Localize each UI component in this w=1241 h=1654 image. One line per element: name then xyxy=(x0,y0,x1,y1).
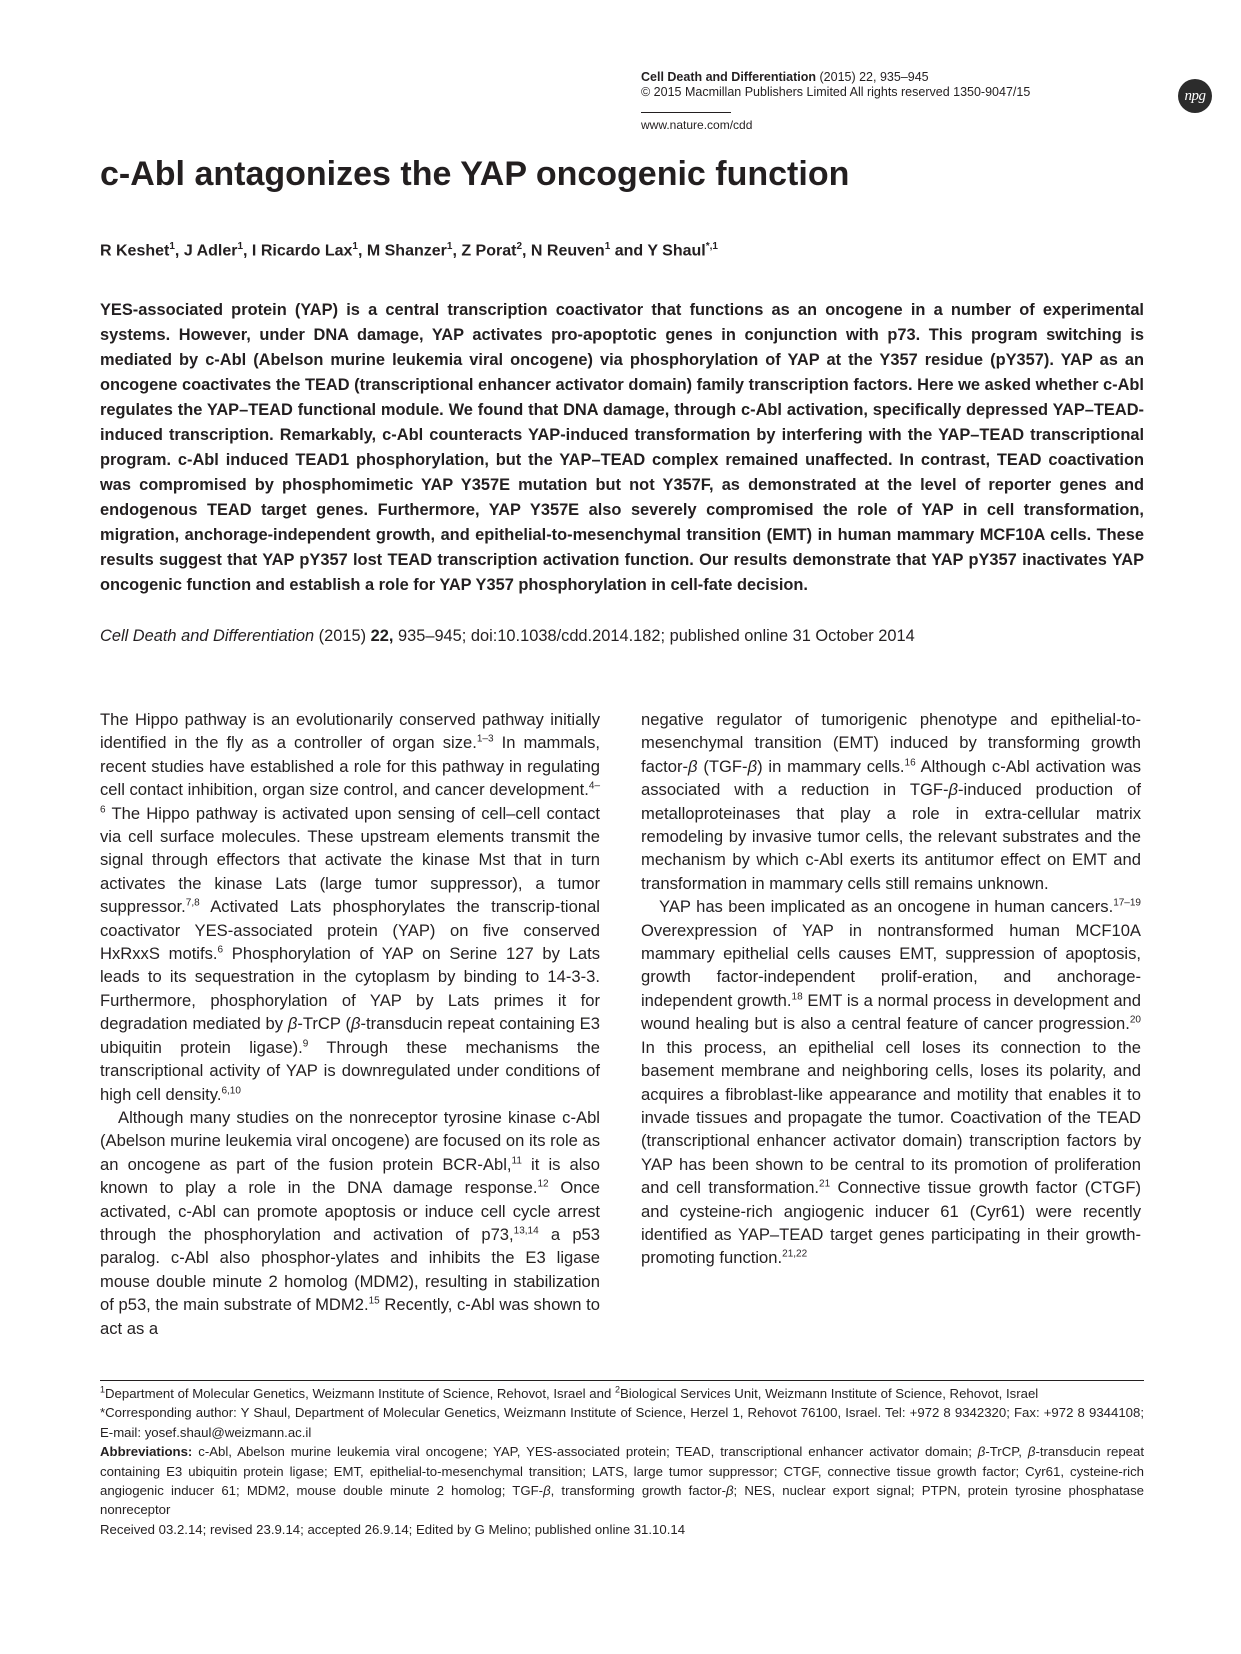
text-run: -transducin repeat containing E3 ubiquitin protein ligase). xyxy=(100,1014,600,1057)
author-affiliation-mark: 1 xyxy=(446,241,453,252)
author-separator: , xyxy=(357,242,367,260)
reference-superscript: 6,10 xyxy=(221,1084,241,1096)
journal-url-link[interactable]: www.nature.com/cdd xyxy=(641,118,753,132)
text-run: In mammals, recent studies have established a role for this pathway in regulating cell contact inhibition, organ size control, and cancer development. xyxy=(100,733,600,800)
reference-superscript: 12 xyxy=(537,1178,549,1190)
text-run: The Hippo pathway is an evolutionarily conserved pathway initially identified in the fly as a controller of organ size. xyxy=(100,710,600,753)
author-affiliation-mark: 2 xyxy=(516,241,523,252)
reference-superscript: 4–6 xyxy=(100,780,601,816)
text-run: In this process, an epithelial cell loses its connection to the basement membrane and neighboring cells, loses its polarity, and acquires a fibroblast-like appearance and motility that enables it to invade tissues and propagate the tumor. Coactivation of the TEAD (transcriptional enhancer activator domain) transcription factors by YAP has been shown to be central to its promotion of proliferation and cell transformation. xyxy=(641,1037,1141,1198)
journal-citation-line xyxy=(641,70,1161,85)
author-separator: , xyxy=(522,242,531,260)
text-run: -transducin repeat containing E3 ubiquitin protein ligase; EMT, epithelial-to-mesenchymal transition; LATS, large tumor suppressor; CTGF, connective tissue growth factor; Cyr61, cysteine-rich angiogenic inducer 61; MDM2, mouse double minute 2 homolog; TGF- xyxy=(100,1444,1145,1499)
reference-superscript: 1 xyxy=(100,1384,106,1395)
reference-superscript: 7,8 xyxy=(185,897,200,909)
author-separator: , xyxy=(174,242,184,260)
abbreviations-note xyxy=(100,1442,1144,1520)
abbreviations-label: Abbreviations: xyxy=(100,1444,193,1460)
text-run: Phosphorylation of YAP on Serine 127 by Lats leads to its sequestration in the cytoplasm by binding to 14-3-3. Furthermore, phosphorylation of YAP by Lats primes it for degradation mediated by xyxy=(100,944,601,1034)
author-separator: , xyxy=(243,242,252,260)
body-column-left xyxy=(100,708,600,1340)
text-run: it is also known to play a role in the DNA damage response. xyxy=(100,1154,600,1198)
text-run: -induced production of metalloproteinases that play a role in extra-cellular matrix remodeling by invasive tumor cells, the relevant substrates and the mechanism by which c-Abl exerts its antitumor effect on EMT and transformation in mammary cells still remains unknown. xyxy=(641,780,1141,893)
citation-year: (2015) xyxy=(314,627,371,645)
received-dates-note: Received 03.2.14; revised 23.9.14; accepted 26.9.14; Edited by G Melino; published online 31.10.14 xyxy=(100,1521,686,1537)
citation-volume: 22, xyxy=(370,627,394,645)
italic-symbol: β xyxy=(977,1444,986,1460)
text-run: The Hippo pathway is activated upon sensing of cell–cell contact via cell surface molecules. These upstream elements transmit the signal through effectors that activate the kinase Mst that in turn activates the kinase Lats (large tumor suppressor), a tumor suppressor. xyxy=(100,803,600,917)
footnotes xyxy=(100,1384,1144,1539)
reference-superscript: 15 xyxy=(368,1295,380,1307)
reference-superscript: 18 xyxy=(791,991,803,1003)
text-run: (TGF- xyxy=(697,756,748,776)
reference-superscript: 17–19 xyxy=(1113,897,1141,909)
text-run: Once activated, c-Abl can promote apoptosis or induce cell cycle arrest through the phosphorylation and activation of p73, xyxy=(100,1178,600,1244)
text-run: Although c-Abl activation was associated with a reduction in TGF- xyxy=(641,756,1141,800)
text-run: Activated Lats phosphorylates the transcrip-tional coactivator YES-associated protein (YAP) on five conserved HxRxxS motifs. xyxy=(100,897,600,964)
author-name: R Keshet xyxy=(100,242,170,260)
author-affiliation-mark: 1 xyxy=(169,241,175,252)
italic-symbol: β xyxy=(543,1483,551,1499)
copyright-line: © 2015 Macmillan Publishers Limited All rights reserved 1350-9047/15 xyxy=(641,85,1031,99)
journal-name: Cell Death and Differentiation xyxy=(641,70,817,84)
body-paragraph xyxy=(641,708,1141,895)
author-name: Z Porat xyxy=(461,242,517,260)
body-column-right xyxy=(641,708,1141,1270)
journal-volume-pages: (2015) 22, 935–945 xyxy=(816,70,929,84)
reference-superscript: 21 xyxy=(819,1178,831,1190)
header-divider xyxy=(641,112,731,113)
citation-rest: 935–945; doi:10.1038/cdd.2014.182; published online 31 October 2014 xyxy=(393,627,915,645)
text-run: Overexpression of YAP in nontransformed human MCF10A mammary epithelial cells causes EMT, suppression of apoptosis, growth factor-independent prolif-eration, and anchorage-independent growth. xyxy=(641,920,1141,1010)
author-name: J Adler xyxy=(183,242,238,260)
journal-header xyxy=(641,70,1161,100)
author-affiliation-mark: 1 xyxy=(352,241,358,252)
text-run: -TrCP, xyxy=(985,1444,1028,1460)
author-separator: , xyxy=(452,242,462,260)
text-run: negative regulator of tumorigenic phenotype and epithelial-to-mesenchymal transition (EMT) induced by transforming growth factor- xyxy=(641,710,1141,776)
italic-symbol: β xyxy=(948,780,959,800)
reference-superscript: 21,22 xyxy=(782,1248,808,1260)
citation-journal: Cell Death and Differentiation xyxy=(100,627,315,645)
text-run: Recently, c-Abl was shown to act as a xyxy=(100,1295,600,1338)
text-run: Connective tissue growth factor (CTGF) and cysteine-rich angiogenic inducer 61 (Cyr61) were recently identified as YAP–TEAD target genes participating in their growth-promoting function. xyxy=(641,1178,1142,1268)
reference-superscript: 16 xyxy=(904,757,916,769)
npg-logo: npg xyxy=(1178,79,1212,113)
italic-symbol: β xyxy=(287,1014,298,1034)
reference-superscript: 11 xyxy=(511,1155,522,1167)
author-list xyxy=(100,237,1140,261)
text-run: Through these mechanisms the transcriptional activity of YAP is downregulated under conditions of high cell density. xyxy=(100,1037,601,1104)
text-run: , transforming growth factor- xyxy=(550,1483,726,1499)
reference-superscript: 13,14 xyxy=(513,1225,539,1237)
author-separator: and xyxy=(610,242,648,260)
text-run: a p53 paralog. c-Abl also phosphor-ylates and inhibits the E3 ligase mouse double minute 2 homolog (MDM2), resulting in stabilization of p53, the main substrate of MDM2. xyxy=(100,1224,601,1315)
text-run: ) in mammary cells. xyxy=(757,756,905,776)
body-paragraph xyxy=(100,708,600,1106)
article-citation xyxy=(100,625,1144,647)
reference-superscript: 2 xyxy=(614,1384,620,1395)
reference-superscript: 1–3 xyxy=(476,733,494,745)
article-title: c-Abl antagonizes the YAP oncogenic function xyxy=(100,155,850,193)
italic-symbol: β xyxy=(1027,1444,1036,1460)
text-run: c-Abl, Abelson murine leukemia viral oncogene; YAP, YES-associated protein; TEAD, transcriptional enhancer activator domain; xyxy=(192,1444,978,1460)
text-run: Department of Molecular Genetics, Weizmann Institute of Science, Rehovot, Israel and xyxy=(105,1386,615,1401)
author-affiliation-mark: 1 xyxy=(237,241,244,252)
author-name: I Ricardo Lax xyxy=(251,242,353,260)
body-paragraph xyxy=(100,1106,600,1340)
author-name: N Reuven xyxy=(530,242,605,260)
italic-symbol: β xyxy=(351,1014,361,1034)
footnote-divider xyxy=(100,1380,1144,1381)
text-run: Biological Services Unit, Weizmann Institute of Science, Rehovot, Israel xyxy=(619,1386,1039,1401)
author-affiliation-mark: 1 xyxy=(604,241,611,252)
abstract: YES-associated protein (YAP) is a central transcription coactivator that functions as an oncogene in a number of experimental systems. However, under DNA damage, YAP activates pro-apoptotic genes in conjunction with p73. This program switching is mediated by c-Abl (Abelson murine leukemia viral oncogene) via phosphorylation of YAP at the Y357 residue (pY357). YAP as an oncogene coactivates the TEAD (transcriptional enhancer activator domain) family transcription factors. Here we asked whether c-Abl regulates the YAP–TEAD functional module. We found that DNA damage, through c-Abl activation, specifically depressed YAP–TEAD-induced transcription. Remarkably, c-Abl counteracts YAP-induced transformation by interfering with the YAP–TEAD transcriptional program. c-Abl induced TEAD1 phosphorylation, but the YAP–TEAD complex remained unaffected. In contrast, TEAD coactivation was compromised by phosphomimetic YAP Y357E mutation but not Y357F, as demonstrated at the level of reporter genes and endogenous TEAD target genes. Furthermore, YAP Y357E also severely compromised the role of YAP in cell transformation, migration, anchorage-independent growth, and epithelial-to-mesenchymal transition (EMT) in human mammary MCF10A cells. These results suggest that YAP pY357 lost TEAD transcription activation function. Our results demonstrate that YAP pY357 inactivates YAP oncogenic function and establish a role for YAP Y357 phosphorylation in cell-fate decision. xyxy=(100,301,1144,594)
text-run: ; NES, nuclear export signal; PTPN, protein tyrosine phosphatase nonreceptor xyxy=(100,1483,1145,1518)
text-run: YAP has been implicated as an oncogene in human cancers. xyxy=(659,897,1114,917)
text-run: -TrCP ( xyxy=(297,1014,351,1034)
italic-symbol: β xyxy=(747,756,758,776)
body-paragraph xyxy=(641,895,1141,1270)
italic-symbol: β xyxy=(725,1483,734,1499)
author-name: Y Shaul xyxy=(647,242,706,260)
reference-superscript: 6 xyxy=(217,944,224,956)
italic-symbol: β xyxy=(688,756,698,776)
author-affiliation-mark: *,1 xyxy=(705,241,718,252)
corresponding-author-note: *Corresponding author: Y Shaul, Department of Molecular Genetics, Weizmann Institute of Science, Herzel 1, Rehovot 76100, Israel. Tel: +972 8 9342320; Fax: +972 8 9344108; E-mail: yosef.shaul@weizmann.ac.il xyxy=(100,1405,1144,1440)
reference-superscript: 20 xyxy=(1129,1014,1141,1026)
reference-superscript: 9 xyxy=(302,1038,309,1050)
text-run: EMT is a normal process in development and wound healing but is also a central feature of cancer progression. xyxy=(641,990,1142,1034)
affiliations-note xyxy=(100,1384,1144,1403)
text-run: Although many studies on the nonreceptor tyrosine kinase c-Abl (Abelson murine leukemia viral oncogene) are focused on its role as an oncogene as part of the fusion protein BCR-Abl, xyxy=(100,1107,600,1174)
author-name: M Shanzer xyxy=(366,242,447,260)
